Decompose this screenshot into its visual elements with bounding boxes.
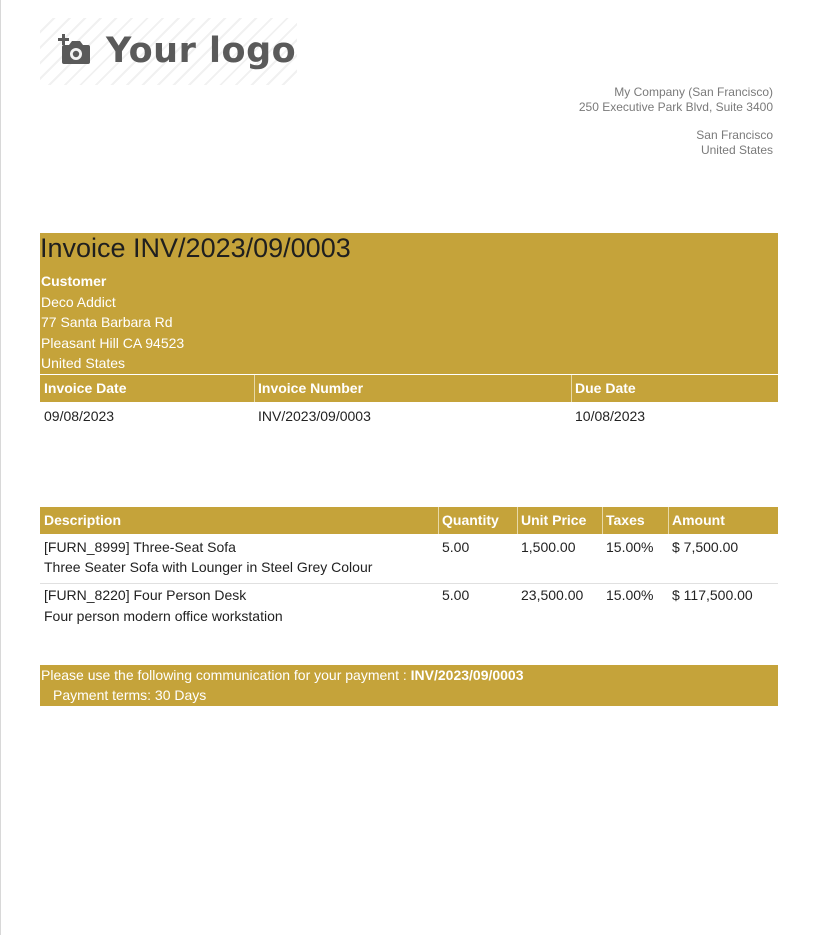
line-quantity: 5.00 (442, 539, 470, 555)
amount-header: Amount (672, 512, 725, 528)
line-quantity: 5.00 (442, 587, 470, 603)
company-name: My Company (San Francisco) (614, 85, 773, 99)
taxes-header: Taxes (606, 512, 645, 528)
due-date-header: Due Date (575, 380, 636, 396)
invoice-info-header (40, 375, 778, 402)
description-header: Description (44, 512, 122, 528)
logo-placeholder (40, 18, 297, 85)
payment-communication (41, 667, 524, 684)
line-product: [FURN_8220] Four Person Desk (44, 587, 247, 603)
due-date-value: 10/08/2023 (575, 408, 646, 424)
line-taxes: 15.00% (606, 587, 654, 603)
payment-info (40, 665, 778, 706)
payment-terms: Payment terms: 30 Days (53, 687, 207, 703)
add-photo-camera-icon (58, 34, 92, 68)
payment-communication-label: Please use the following communication for your payment : (41, 667, 407, 683)
line-product: [FURN_8999] Three-Seat Sofa (44, 539, 236, 555)
quantity-header: Quantity (442, 512, 499, 528)
invoice-date-header: Invoice Date (44, 380, 127, 396)
customer-street: 77 Santa Barbara Rd (41, 314, 173, 330)
line-amount: $ 117,500.00 (672, 587, 753, 603)
invoice-number-header: Invoice Number (258, 380, 364, 396)
invoice-header (40, 233, 778, 374)
company-city: San Francisco (696, 128, 773, 142)
invoice-number-value: INV/2023/09/0003 (258, 408, 371, 424)
payment-reference: INV/2023/09/0003 (410, 667, 524, 683)
invoice-date-value: 09/08/2023 (44, 408, 115, 424)
logo-text: Your logo (106, 31, 297, 71)
invoice-info-row (40, 403, 778, 430)
unit-price-header: Unit Price (521, 512, 587, 528)
company-street: 250 Executive Park Blvd, Suite 3400 (578, 100, 773, 114)
customer-country: United States (41, 355, 126, 371)
row-divider (40, 583, 778, 584)
customer-label: Customer (41, 273, 107, 289)
line-taxes: 15.00% (606, 539, 654, 555)
line-unit-price: 1,500.00 (521, 539, 576, 555)
invoice-title: Invoice INV/2023/09/0003 (40, 233, 351, 263)
customer-city: Pleasant Hill CA 94523 (41, 335, 185, 351)
customer-name: Deco Addict (41, 294, 116, 310)
line-detail: Three Seater Sofa with Lounger in Steel Grey Colour (44, 559, 373, 575)
company-country: United States (700, 143, 773, 157)
invoice-lines-header (40, 507, 778, 534)
line-unit-price: 23,500.00 (521, 587, 584, 603)
line-amount: $ 7,500.00 (672, 539, 739, 555)
company-address (579, 85, 773, 158)
page-edge (0, 0, 1, 935)
line-detail: Four person modern office workstation (44, 608, 283, 624)
